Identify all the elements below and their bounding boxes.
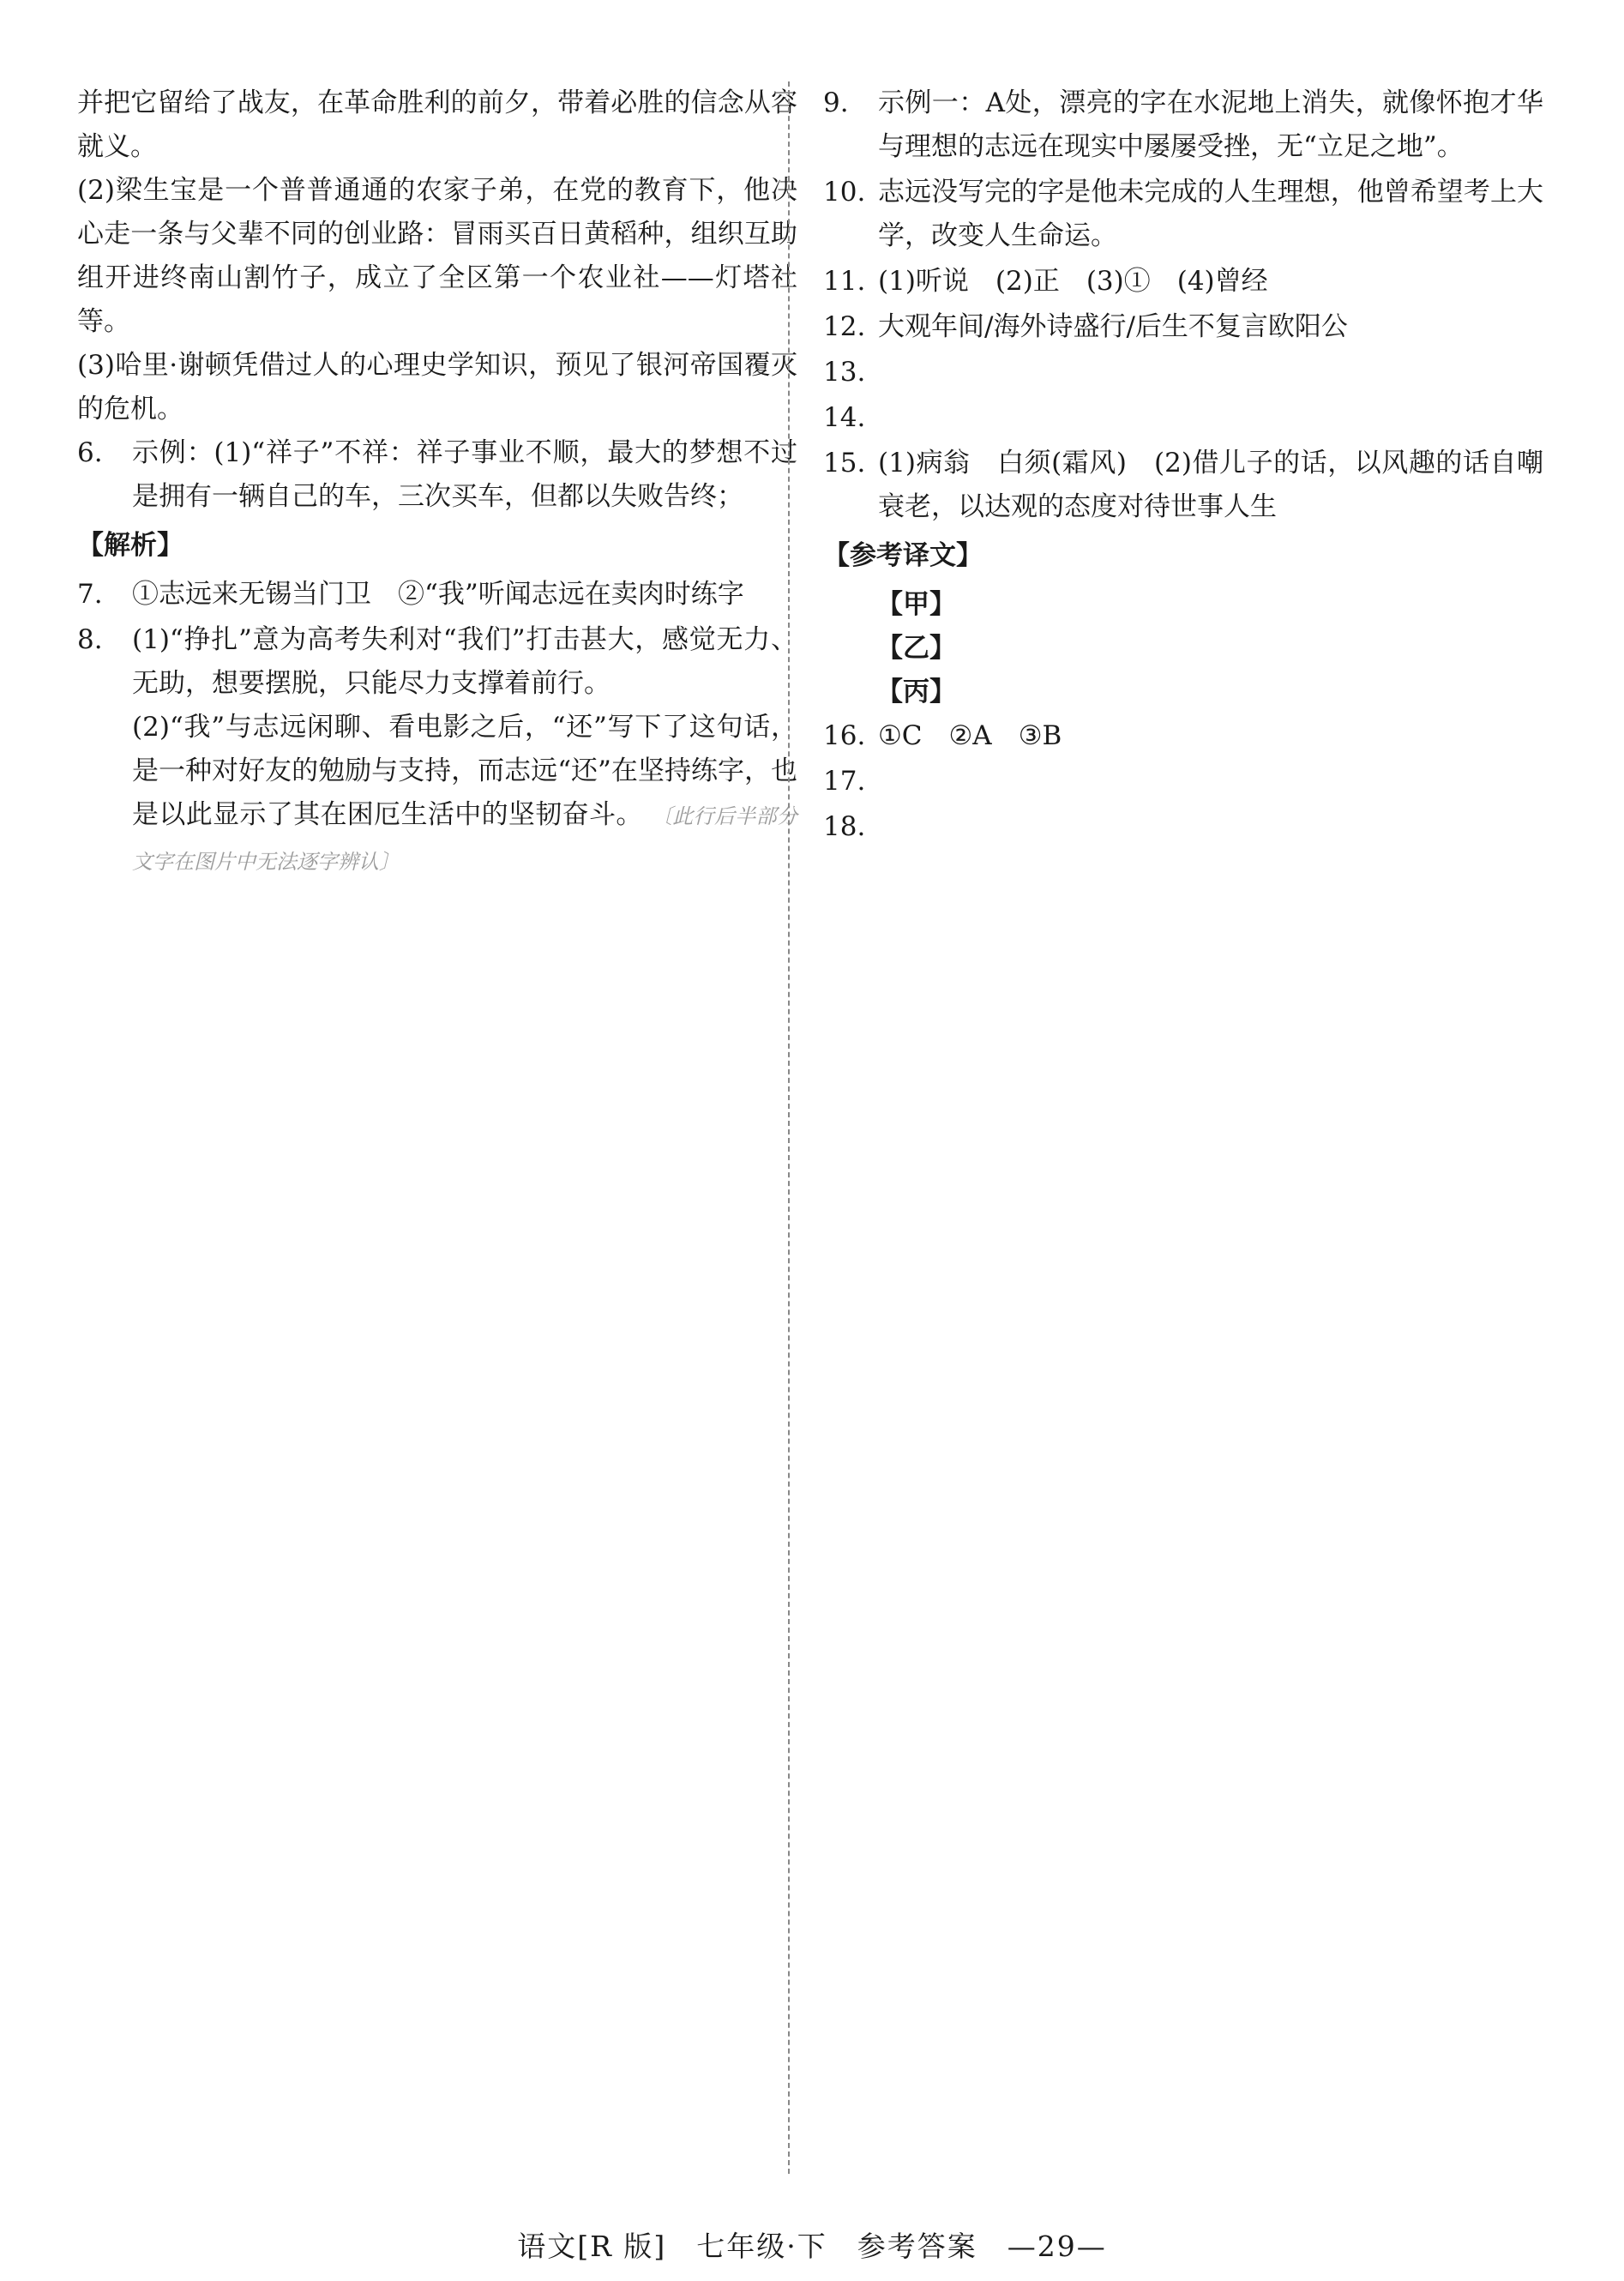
answer-10-text: 志远没写完的字是他未完成的人生理想，他曾希望考上大学，改变人生命运。 xyxy=(878,177,1543,251)
answer-5-part-2: (2)梁生宝是一个普普通通的农家子弟，在党的教育下，他决心走一条与父辈不同的创业路：冒雨买百日黄稻种，组织互助组开进终南山割竹子，成立了全区第一个农业社——灯塔社等。 xyxy=(77,175,797,337)
answer-8-part-1: (1)“挣扎”意为高考失利对“我们”打击甚大，感觉无力、无助，想要摆脱，只能尽力支撑着前行。 xyxy=(132,624,797,699)
answer-15-number: 15. xyxy=(823,448,866,478)
page-footer: 语文[R 版] 七年级·下 参考答案 —29— xyxy=(517,2230,1107,2263)
answer-16-number: 16. xyxy=(823,720,866,751)
answer-6-number: 6. xyxy=(77,437,103,468)
answer-13-number: 13. xyxy=(823,357,866,388)
answer-16 xyxy=(823,714,1543,758)
illegible-note: 〔此行后半部分文字在图片中无法逐字辨认〕 xyxy=(132,804,798,874)
answer-17 xyxy=(823,760,1543,803)
answer-12 xyxy=(823,305,1543,349)
answer-10 xyxy=(823,171,1543,258)
answer-14 xyxy=(823,396,1543,440)
answer-6 xyxy=(77,431,797,519)
answer-8-text xyxy=(132,618,797,884)
answer-7-number: 7. xyxy=(77,579,103,610)
answer-8-number: 8. xyxy=(77,624,103,655)
answer-10-number: 10. xyxy=(823,177,866,208)
answer-8-part-2: (2)“我”与志远闲聊、看电影之后，“还”写下了这句话，是一种对好友的勉励与支持，而志远“还”在坚持练字，也是以此显示了其在困厄生活中的坚韧奋斗。 xyxy=(132,712,797,830)
answer-11 xyxy=(823,260,1543,304)
answer-15-text: (1)病翁 白须(霜风) (2)借儿子的话，以风趣的话自嘲衰老，以达观的态度对待世事人生 xyxy=(878,448,1543,522)
answer-9 xyxy=(823,81,1543,169)
answer-12-number: 12. xyxy=(823,311,866,342)
answer-11-text: (1)听说 (2)正 (3)① (4)曾经 xyxy=(878,266,1268,297)
translation-jia xyxy=(823,583,1543,627)
left-column xyxy=(77,81,797,886)
reference-translation-title: 【参考译文】 xyxy=(823,540,983,571)
translation-jia-tag: 【甲】 xyxy=(876,589,956,620)
analysis-tag: 【解析】 xyxy=(77,530,183,561)
answer-12-text: 大观年间/海外诗盛行/后生不复言欧阳公 xyxy=(878,311,1348,342)
answer-8 xyxy=(77,618,797,884)
column-divider xyxy=(788,81,790,2174)
continuation-paragraph: 并把它留给了战友，在革命胜利的前夕，带着必胜的信念从容就义。 xyxy=(77,87,797,162)
translation-bing xyxy=(823,671,1543,714)
answer-18 xyxy=(823,805,1543,849)
translation-yi xyxy=(823,627,1543,671)
answer-15 xyxy=(823,442,1543,529)
answer-18-number: 18. xyxy=(823,811,866,842)
answer-7-text: ①志远来无锡当门卫 ②“我”听闻志远在卖肉时练字 xyxy=(132,579,744,610)
answer-14-number: 14. xyxy=(823,402,866,433)
right-column xyxy=(823,81,1543,851)
translation-yi-tag: 【乙】 xyxy=(876,633,956,664)
answer-7 xyxy=(77,573,797,617)
answer-11-number: 11. xyxy=(823,266,866,297)
answer-6-text: 示例：(1)“祥子”不祥：祥子事业不顺，最大的梦想不过是拥有一辆自己的车，三次买车，但都以失败告终； xyxy=(132,437,797,512)
answer-5-part-3: (3)哈里·谢顿凭借过人的心理史学知识，预见了银河帝国覆灭的危机。 xyxy=(77,350,797,424)
answer-17-number: 17. xyxy=(823,766,866,797)
translation-bing-tag: 【丙】 xyxy=(876,677,956,707)
answer-13 xyxy=(823,351,1543,394)
answer-16-text: ①C ②A ③B xyxy=(878,720,1062,751)
answer-9-number: 9. xyxy=(823,87,849,118)
answer-9-text: 示例一：A处，漂亮的字在水泥地上消失，就像怀抱才华与理想的志远在现实中屡屡受挫，无“立足之地”。 xyxy=(878,87,1543,162)
